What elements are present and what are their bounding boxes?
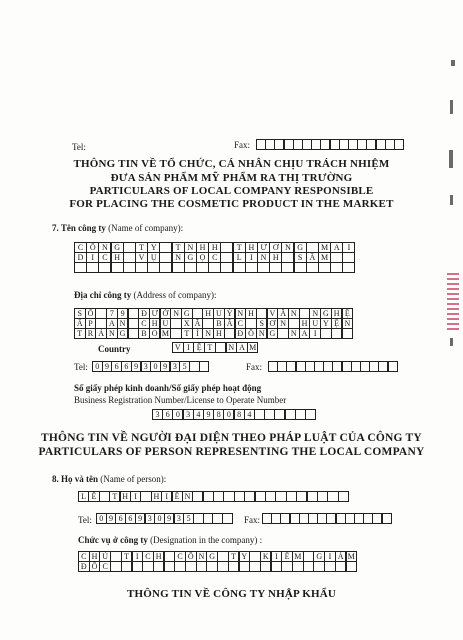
- char-box[interactable]: C: [174, 551, 186, 562]
- char-box[interactable]: Ỳ: [224, 308, 236, 319]
- char-box[interactable]: N: [235, 308, 247, 319]
- char-box[interactable]: [86, 262, 99, 273]
- char-box[interactable]: C: [235, 318, 247, 329]
- char-box[interactable]: N: [309, 308, 321, 319]
- char-box[interactable]: 6: [121, 361, 132, 372]
- char-box[interactable]: [388, 361, 398, 372]
- char-box[interactable]: Ư: [149, 308, 161, 319]
- char-box[interactable]: Ố: [89, 561, 101, 572]
- char-box[interactable]: 6: [162, 409, 173, 420]
- company-address-label: Địa chỉ công ty (Address of company):: [74, 290, 217, 300]
- char-box[interactable]: A: [236, 342, 248, 353]
- person-fax-boxes[interactable]: [262, 513, 391, 523]
- char-box[interactable]: 6: [125, 513, 136, 524]
- char-box[interactable]: 9: [106, 513, 117, 524]
- char-box[interactable]: I: [309, 328, 321, 339]
- char-box[interactable]: [281, 262, 294, 273]
- char-box[interactable]: M: [318, 252, 331, 263]
- char-box[interactable]: Á: [335, 551, 347, 562]
- char-box[interactable]: K: [260, 551, 272, 562]
- country-boxes[interactable]: [172, 342, 258, 352]
- char-box[interactable]: [208, 262, 221, 273]
- title-line-4: FOR PLACING THE COSMETIC PRODUCT IN THE MARKET: [69, 198, 394, 210]
- char-box[interactable]: [342, 328, 354, 339]
- char-box[interactable]: D: [74, 252, 87, 263]
- char-box[interactable]: Ờ: [160, 308, 172, 319]
- char-box[interactable]: 0: [172, 409, 183, 420]
- char-box[interactable]: Ả: [95, 328, 107, 339]
- stamp-mark: [447, 270, 459, 330]
- char-box[interactable]: H: [213, 328, 225, 339]
- char-box[interactable]: Y: [320, 318, 332, 329]
- char-box[interactable]: C: [142, 551, 154, 562]
- char-box[interactable]: T: [74, 328, 86, 339]
- char-box[interactable]: T: [181, 328, 193, 339]
- char-box[interactable]: L: [78, 491, 89, 502]
- char-box[interactable]: T: [228, 551, 240, 562]
- char-box[interactable]: 0: [92, 361, 103, 372]
- char-box[interactable]: Ệ: [342, 308, 354, 319]
- char-box[interactable]: G: [181, 308, 193, 319]
- char-box[interactable]: [159, 262, 172, 273]
- char-box[interactable]: H: [151, 491, 162, 502]
- scan-mark: [451, 60, 455, 66]
- char-box[interactable]: C: [208, 252, 221, 263]
- char-box[interactable]: G: [184, 252, 197, 263]
- char-box[interactable]: Ụ: [147, 252, 160, 263]
- representative-title-line-2: PARTICULARS OF PERSON REPRESENTING THE LOCAL COMPANY: [38, 446, 425, 458]
- char-box[interactable]: [394, 139, 404, 150]
- scan-mark: [450, 338, 453, 346]
- char-box[interactable]: N: [226, 342, 238, 353]
- char-box[interactable]: [222, 513, 233, 524]
- char-box[interactable]: [318, 262, 331, 273]
- char-box[interactable]: L: [233, 252, 246, 263]
- char-box[interactable]: H: [245, 308, 257, 319]
- char-box[interactable]: I: [271, 551, 283, 562]
- char-box[interactable]: [382, 513, 392, 524]
- char-box[interactable]: 7: [106, 308, 118, 319]
- char-box[interactable]: 5: [183, 513, 194, 524]
- char-box[interactable]: I: [132, 551, 144, 562]
- company-tel-boxes[interactable]: [92, 361, 208, 371]
- designation-grid[interactable]: [78, 551, 356, 571]
- char-box[interactable]: Đ: [78, 561, 90, 572]
- header-fax-label: Fax:: [234, 140, 251, 150]
- char-box[interactable]: N: [257, 252, 270, 263]
- char-box[interactable]: I: [86, 252, 99, 263]
- char-box[interactable]: C: [99, 561, 111, 572]
- char-box[interactable]: N: [170, 308, 182, 319]
- char-box[interactable]: Ã: [192, 318, 204, 329]
- license-label-en: Business Registration Number/License to Operate Number: [74, 395, 287, 405]
- char-box[interactable]: B: [213, 318, 225, 329]
- char-box[interactable]: H: [331, 308, 343, 319]
- char-box[interactable]: R: [85, 328, 97, 339]
- char-box[interactable]: H: [120, 491, 131, 502]
- char-box[interactable]: [306, 262, 319, 273]
- char-box[interactable]: Â: [306, 252, 319, 263]
- char-box[interactable]: H: [89, 551, 101, 562]
- char-box[interactable]: [346, 561, 358, 572]
- char-box[interactable]: 9: [102, 361, 113, 372]
- char-box[interactable]: 9: [135, 513, 146, 524]
- char-box[interactable]: Ô: [86, 242, 99, 253]
- char-box[interactable]: [123, 262, 136, 273]
- char-box[interactable]: [342, 262, 355, 273]
- char-box[interactable]: N: [106, 328, 118, 339]
- char-box[interactable]: Ắ: [224, 318, 236, 329]
- char-box[interactable]: [269, 262, 282, 273]
- char-box[interactable]: M: [160, 328, 172, 339]
- char-box[interactable]: C: [74, 242, 87, 253]
- char-box[interactable]: [199, 361, 210, 372]
- char-box[interactable]: 8: [213, 409, 224, 420]
- designation-label: Chức vụ ở công ty (Designation in the company) :: [78, 535, 263, 545]
- title-line-1: THÔNG TIN VỀ TỔ CHỨC, CÁ NHÂN CHỊU TRÁCH NHIỆM: [73, 158, 390, 170]
- char-box[interactable]: T: [109, 491, 120, 502]
- char-box[interactable]: Ố: [85, 308, 97, 319]
- char-box[interactable]: N: [117, 318, 129, 329]
- char-box[interactable]: U: [160, 318, 172, 329]
- char-box[interactable]: 9: [131, 361, 142, 372]
- char-box[interactable]: [172, 262, 185, 273]
- char-box[interactable]: H: [149, 318, 161, 329]
- char-box[interactable]: Ồ: [245, 328, 257, 339]
- char-box[interactable]: H: [245, 242, 258, 253]
- char-box[interactable]: 4: [193, 409, 204, 420]
- char-box[interactable]: T: [204, 342, 216, 353]
- char-box[interactable]: P: [85, 318, 97, 329]
- person-name-boxes[interactable]: [78, 491, 348, 501]
- char-box[interactable]: Ệ: [193, 342, 205, 353]
- char-box[interactable]: [338, 491, 349, 502]
- char-box[interactable]: 9: [117, 308, 129, 319]
- char-box[interactable]: T: [121, 551, 133, 562]
- char-box[interactable]: N: [184, 242, 197, 253]
- char-box[interactable]: G: [117, 328, 129, 339]
- char-box[interactable]: 0: [223, 409, 234, 420]
- char-box[interactable]: G: [294, 242, 307, 253]
- char-box[interactable]: I: [324, 551, 336, 562]
- char-box[interactable]: 5: [179, 361, 190, 372]
- char-box[interactable]: [220, 262, 233, 273]
- char-box[interactable]: C: [98, 252, 111, 263]
- char-box[interactable]: [257, 262, 270, 273]
- char-box[interactable]: Đ: [235, 328, 247, 339]
- person-fax-label: Fax:: [244, 515, 261, 525]
- char-box[interactable]: H: [202, 308, 214, 319]
- char-box[interactable]: H: [196, 242, 209, 253]
- char-box[interactable]: U: [213, 308, 225, 319]
- char-box[interactable]: [305, 409, 316, 420]
- char-box[interactable]: B: [138, 328, 150, 339]
- char-box[interactable]: N: [277, 318, 289, 329]
- char-box[interactable]: Đ: [138, 308, 150, 319]
- char-box[interactable]: 8: [234, 409, 245, 420]
- char-box[interactable]: N: [202, 328, 214, 339]
- char-box[interactable]: N: [98, 242, 111, 253]
- char-box[interactable]: N: [196, 551, 208, 562]
- char-box[interactable]: G: [313, 551, 325, 562]
- char-box[interactable]: G: [111, 242, 124, 253]
- char-box[interactable]: U: [309, 318, 321, 329]
- char-box[interactable]: T: [135, 242, 148, 253]
- char-box[interactable]: Ấ: [74, 318, 86, 329]
- char-box[interactable]: C: [138, 318, 150, 329]
- company-tel-label: Tel:: [74, 362, 88, 372]
- char-box[interactable]: 3: [174, 513, 185, 524]
- company-name-label: 7. Tên công ty (Name of company):: [52, 223, 184, 233]
- char-box[interactable]: 6: [115, 513, 126, 524]
- char-box[interactable]: [245, 262, 258, 273]
- char-box[interactable]: N: [342, 318, 354, 329]
- char-box[interactable]: I: [245, 252, 258, 263]
- company-fax-label: Fax:: [246, 362, 263, 372]
- char-box[interactable]: Ệ: [331, 318, 343, 329]
- company-address-grid[interactable]: [74, 308, 352, 339]
- char-box[interactable]: G: [320, 308, 332, 319]
- char-box[interactable]: T: [233, 242, 246, 253]
- char-box[interactable]: Ê: [88, 491, 99, 502]
- scan-mark: [450, 100, 453, 114]
- char-box[interactable]: S: [74, 308, 86, 319]
- char-box[interactable]: Y: [239, 551, 251, 562]
- header-tel-label: Tel:: [72, 142, 86, 152]
- char-box[interactable]: [196, 262, 209, 273]
- country-label: Country: [98, 344, 131, 354]
- char-box[interactable]: 3: [170, 361, 181, 372]
- char-box[interactable]: 4: [244, 409, 255, 420]
- char-box[interactable]: [330, 262, 343, 273]
- char-box[interactable]: G: [206, 551, 218, 562]
- char-box[interactable]: 9: [203, 409, 214, 420]
- char-box[interactable]: I: [130, 491, 141, 502]
- char-box[interactable]: Ề: [172, 491, 183, 502]
- char-box[interactable]: Ă: [277, 308, 289, 319]
- char-box[interactable]: N: [172, 252, 185, 263]
- char-box[interactable]: [184, 262, 197, 273]
- char-box[interactable]: Ơ: [267, 318, 279, 329]
- title-line-3: PARTICULARS OF LOCAL COMPANY RESPONSIBLE: [89, 185, 374, 197]
- char-box[interactable]: 0: [96, 513, 107, 524]
- char-box[interactable]: V: [172, 342, 184, 353]
- license-boxes[interactable]: [152, 409, 315, 419]
- char-box[interactable]: V: [267, 308, 279, 319]
- char-box[interactable]: [111, 262, 124, 273]
- license-label-vn: Số giấy phép kinh doanh/Số giấy phép hoạt động: [74, 383, 262, 393]
- char-box[interactable]: 3: [141, 361, 152, 372]
- char-box[interactable]: Ủ: [99, 551, 111, 562]
- char-box[interactable]: H: [208, 242, 221, 253]
- char-box[interactable]: G: [267, 328, 279, 339]
- char-box[interactable]: I: [342, 242, 355, 253]
- header-fax-boxes[interactable]: [256, 139, 403, 149]
- char-box[interactable]: I: [161, 491, 172, 502]
- char-box[interactable]: 3: [152, 409, 163, 420]
- char-box[interactable]: 3: [145, 513, 156, 524]
- char-box[interactable]: H: [153, 551, 165, 562]
- char-box[interactable]: [294, 262, 307, 273]
- char-box[interactable]: A: [330, 242, 343, 253]
- char-box[interactable]: H: [269, 252, 282, 263]
- char-box[interactable]: M: [318, 242, 331, 253]
- person-tel-boxes[interactable]: [96, 513, 232, 523]
- char-box[interactable]: Y: [147, 242, 160, 253]
- char-box[interactable]: 6: [111, 361, 122, 372]
- scan-mark: [449, 150, 453, 168]
- char-box[interactable]: 0: [150, 361, 161, 372]
- char-box[interactable]: A: [299, 328, 311, 339]
- scan-mark: [450, 195, 453, 205]
- char-box[interactable]: X: [181, 318, 193, 329]
- char-box[interactable]: A: [106, 318, 118, 329]
- char-box[interactable]: H: [111, 252, 124, 263]
- char-box[interactable]: Ỉ: [192, 328, 204, 339]
- char-box[interactable]: [233, 262, 246, 273]
- char-box[interactable]: N: [281, 242, 294, 253]
- char-box[interactable]: V: [135, 252, 148, 263]
- char-box[interactable]: Ư: [257, 242, 270, 253]
- title-line-2: ĐƯA SẢN PHẨM MỸ PHẨM RA THỊ TRƯỜNG: [110, 172, 353, 184]
- person-tel-label: Tel:: [78, 515, 92, 525]
- char-box[interactable]: S: [294, 252, 307, 263]
- char-box[interactable]: N: [288, 308, 300, 319]
- char-box[interactable]: 0: [154, 513, 165, 524]
- char-box[interactable]: [135, 262, 148, 273]
- char-box[interactable]: Ơ: [269, 242, 282, 253]
- company-fax-boxes[interactable]: [268, 361, 397, 371]
- char-box[interactable]: M: [247, 342, 259, 353]
- char-box[interactable]: 9: [160, 361, 171, 372]
- char-box[interactable]: T: [172, 242, 185, 253]
- char-box[interactable]: 9: [164, 513, 175, 524]
- char-box[interactable]: 3: [183, 409, 194, 420]
- company-name-grid[interactable]: [74, 242, 355, 273]
- char-box[interactable]: S: [256, 318, 268, 329]
- char-box[interactable]: M: [346, 551, 358, 562]
- char-box[interactable]: H: [299, 318, 311, 329]
- char-box[interactable]: I: [183, 342, 195, 353]
- char-box[interactable]: [74, 262, 87, 273]
- char-box[interactable]: C: [78, 551, 90, 562]
- person-name-label: 8. Họ và tên (Name of person):: [52, 474, 167, 484]
- char-box[interactable]: Ô: [185, 551, 197, 562]
- char-box[interactable]: N: [182, 491, 193, 502]
- char-box[interactable]: [98, 262, 111, 273]
- char-box[interactable]: N: [256, 328, 268, 339]
- char-box[interactable]: Ế: [281, 551, 293, 562]
- char-box[interactable]: N: [288, 328, 300, 339]
- char-box[interactable]: [147, 262, 160, 273]
- representative-title-line-1: THÔNG TIN VỀ NGƯỜI ĐẠI DIỆN THEO PHÁP LUẬT CỦA CÔNG TY: [41, 432, 422, 444]
- import-title: THÔNG TIN VỀ CÔNG TY NHẬP KHẨU: [126, 588, 337, 600]
- char-box[interactable]: O: [149, 328, 161, 339]
- char-box[interactable]: Ọ: [196, 252, 209, 263]
- char-box[interactable]: M: [292, 551, 304, 562]
